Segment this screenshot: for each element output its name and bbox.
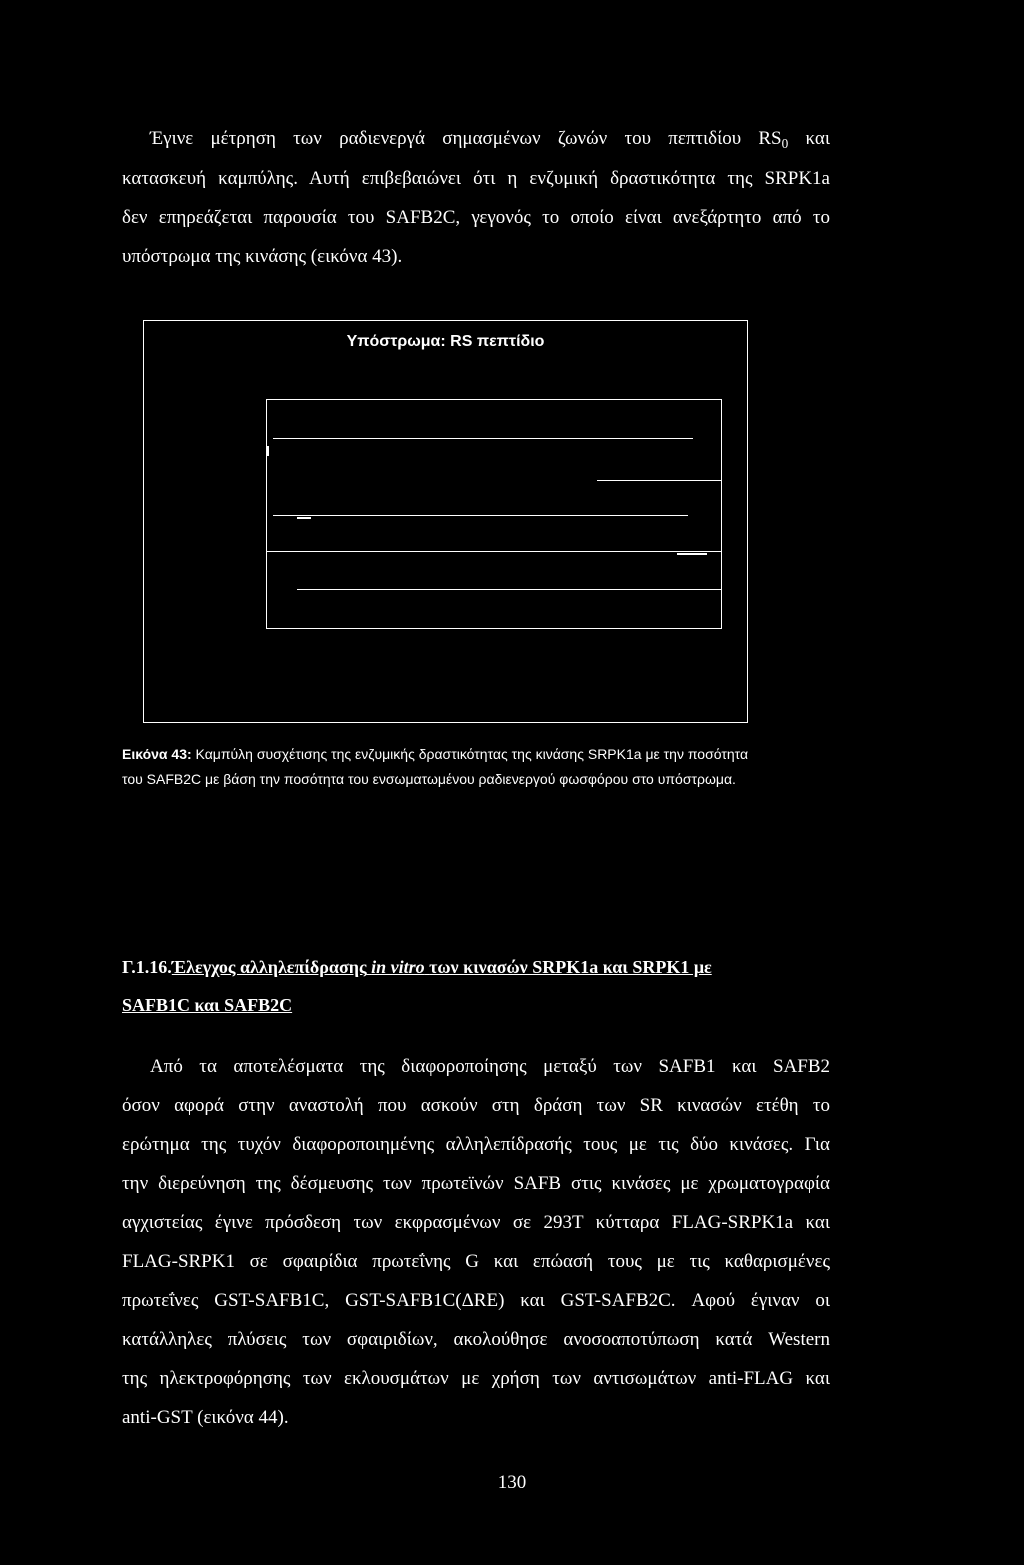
body-line: όσον αφορά στην αναστολή που ασκούν στη δράση των SR κινασών ετέθη το [122,1095,830,1116]
blot-band [297,517,311,519]
body-line: anti-GST (εικόνα 44). [122,1407,289,1428]
body-line: αγχιστείας έγινε πρόσδεση των εκφρασμένων σε 293T κύτταρα FLAG-SRPK1a και [122,1212,830,1233]
caption-text-2: του SAFB2C με βάση την ποσότητα του ενσωματωμένου ραδιενεργού φωσφόρου στο υπόστρωμα. [122,771,736,787]
intro-line-3: δεν επηρεάζεται παρουσία του SAFB2C, γεγονός το οποίο είναι ανεξάρτητο από το [122,207,830,228]
intro-line-2: κατασκευή καμπύλης. Αυτή επιβεβαιώνει ότι η ενζυμική δραστικότητα της SRPK1a [122,168,830,189]
blot-band [297,589,721,590]
body-line: την διερεύνηση της δέσμευσης των πρωτεϊνών SAFB στις κινάσες με χρωματογραφία [122,1173,830,1194]
body-paragraph [122,1047,830,1437]
intro-paragraph [122,119,830,276]
figure-frame [143,320,748,723]
body-line: πρωτεΐνες GST-SAFB1C, GST-SAFB1C(ΔRE) και GST-SAFB2C. Αφού έγιναν οι [122,1290,830,1311]
caption-label: Εικόνα 43: [122,746,192,762]
section-heading [122,951,842,1021]
blot-band [273,515,688,516]
section-title-line-2: SAFB1C και SAFB2C [122,995,293,1015]
intro-line-1: Έγινε μέτρηση των ραδιενεργά σημασμένων ζωνών του πεπτιδίου $RS_0$ και [150,128,830,151]
figure-caption [122,742,842,792]
blot-band [267,446,269,456]
body-line: FLAG-SRPK1 σε σφαιρίδια πρωτεΐνης G και επώασή τους με τις καθαρισμένες [122,1251,830,1272]
figure-title: Υπόστρωμα: RS πεπτίδιο [346,333,545,350]
blot-band [273,438,693,439]
section-title: Έλεγχος αλληλεπίδρασης in vitro των κινασών SRPK1a και SRPK1 με [171,957,712,977]
body-line: ερώτημα της τυχόν διαφοροποιημένης αλληλεπίδρασής τους με τις δύο κινάσες. Για [122,1134,830,1155]
caption-text-1: Καμπύλη συσχέτισης της ενζυμικής δραστικότητας της κινάσης SRPK1a με την ποσότητα [191,746,749,762]
blot-band [597,480,721,481]
page-number: 130 [497,1472,527,1493]
figure-blot-panel [266,399,722,629]
blot-band [677,553,707,555]
blot-band [267,551,721,552]
body-line: κατάλληλες πλύσεις των σφαιριδίων, ακολούθησε ανοσοαποτύπωση κατά Western [122,1329,830,1350]
body-line: Από τα αποτελέσματα της διαφοροποίησης μεταξύ των SAFB1 και SAFB2 [150,1056,830,1077]
intro-line-4: υπόστρωμα της κινάσης (εικόνα 43). [122,246,403,267]
body-line: της ηλεκτροφόρησης των εκλουσμάτων με χρήση των αντισωμάτων anti-FLAG και [122,1368,830,1389]
section-number: Γ.1.16. [122,957,172,977]
